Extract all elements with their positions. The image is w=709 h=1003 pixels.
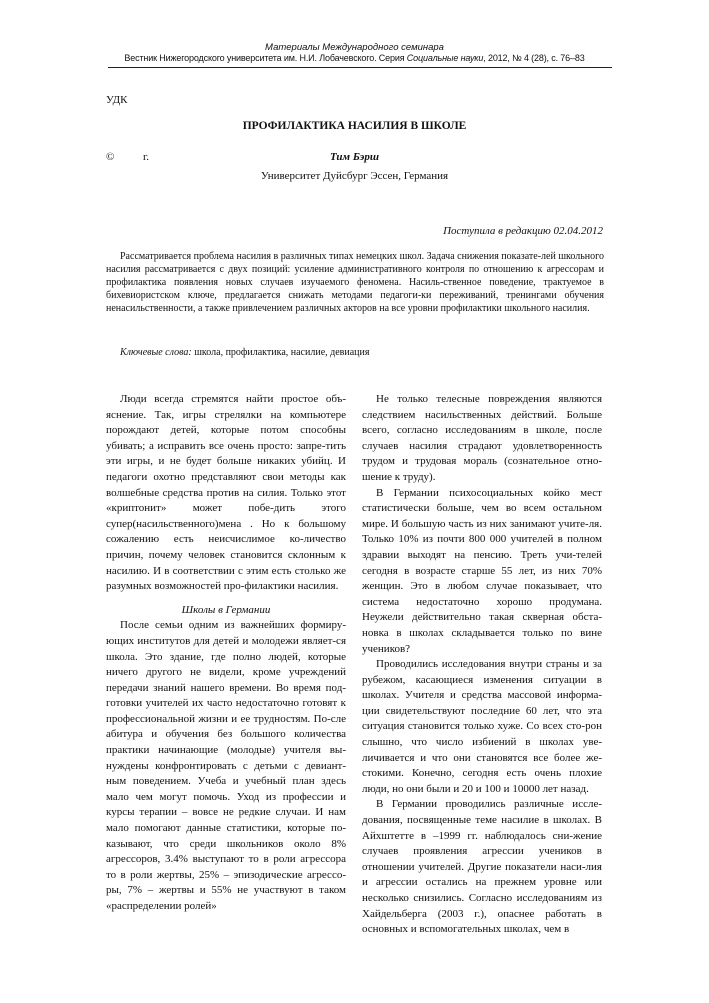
copyright-year: г. bbox=[143, 151, 150, 163]
running-header-seminar: Материалы Международного семинара bbox=[265, 42, 444, 53]
journal-series: Социальные науки bbox=[406, 53, 484, 63]
article-title: ПРОФИЛАКТИКА НАСИЛИЯ В ШКОЛЕ bbox=[242, 120, 467, 132]
author-affiliation: Университет Дуйсбург Эссен, Германия bbox=[260, 170, 449, 182]
abstract: Рассматривается проблема насилия в различных типах немецких школ. Задача снижения показате-лей школьного насилия рассматривается с двух позиций: усиление административного контроля по отношению к агрессорам и профилактика появления новых случаев изучаемого феномена. Насиль-ственное поведение, трактуемое в бихевиористском ключе, предлагается снижать методами педагоги-ки переживаний, тренингами обучения ненасильственности, а также привлечением различных акторов на все уровни профилактики школьного насилия. bbox=[106, 251, 605, 315]
author-name: Тим Бэрш bbox=[329, 151, 380, 163]
paragraph: Люди всегда стремятся найти простое объ-яснение. Так, игры стрелялки на компьютере порождают детей, которые потом способны убивать; а исправить все очень просто: запре-тить эти игры, и не будет больше никаких убийц. И педагоги охотно представляют свои методы как волшебные средства против на силия. Только этот «криптонит» может побе-дить этого супер(насильственного)мена . Но к большому сожалению есть неисчислимое ко-личество причин, почему человек становится склонным к насилию. И в соответствии с этим есть столько же разумных возможностей про-филактики насилия. bbox=[106, 393, 346, 593]
left-column bbox=[106, 392, 346, 915]
paragraph: В Германии психосоциальных койко мест статистически больше, чем во всем остальном мире. И большую часть из них занимают учите-ля. Только 10% из почти 800 000 учителей в полном здравии выходят на пенсию. Треть учи-телей сегодня в возрасте старше 55 лет, из них 70% женщин. Это в любом случае показывает, что система недостаточно хорошо продумана. Неужели действительно такая скверная обста-новка в школах складывается только по вине учеников? bbox=[362, 486, 602, 655]
running-header-journal bbox=[0, 53, 709, 63]
section-heading: Школы в Германии bbox=[181, 603, 271, 616]
paragraph: Не только телесные повреждения являются следствием насильственных действий. Больше всего, согласно исследованиям в школе, после случаев насилия страдают удовлетворенность трудом и трудовая мораль (сознательное отно-шение к труду). bbox=[362, 393, 602, 483]
copyright-symbol: © bbox=[106, 151, 115, 163]
right-column bbox=[362, 392, 602, 938]
paragraph: В Германии проводились различные иссле-дования, посвященные теме насилие в школах. В Айхштетте в –1999 гг. наблюдалось сни-жение случаев проявления агрессии учеников в отношении учителей. Другие показатели наси-лия и агрессии остались на прежнем уровне или несколько снизились. Согласно исследованиям из Хайдельберга (2003 г.), опаснее работать в основных и вспомогательных школах, чем в bbox=[362, 798, 602, 936]
journal-name: Вестник Нижегородского университета им. Н.И. Лобачевского. Серия bbox=[124, 53, 407, 63]
received-date: Поступила в редакцию 02.04.2012 bbox=[443, 225, 603, 237]
paragraph: После семьи одним из важнейших формиру-ющих институтов для детей и молодежи являет-ся школа. Это здание, где полно людей, которые ничего другого не видели, кроме учреждений передачи знаний нашего времени. Во время под-готовки учителей их часто недостаточно готовят к профессиональной жизни и ее трудностям. По-сле абитура и обучения без большого количества практики начинающие (молодые) учителя вы-нуждены конфронтировать с детьми с девиант-ным поведением. Учеба и учебный план здесь мало чем могут помочь. Уход из профессии и курсы терапии – вовсе не редкие случаи. И нам мало помогают данные статистики, которые по-казывают, что среди школьников около 8% агрессоров, 3.4% выступают то в роли агрессора то в роли жертвы, 25% – эпизодические агрессо-ры, 7% – жертвы и 55% не участвуют в таком «распределении ролей» bbox=[106, 619, 346, 912]
journal-issue: , 2012, № 4 (28), с. 76–83 bbox=[483, 53, 585, 63]
udk-label: УДК bbox=[106, 94, 128, 106]
paragraph: Проводились исследования внутри страны и за рубежом, касающиеся изменения ситуации в школах. Учителя и средства массовой информа-ции свидетельствуют последние 60 лет, что эта ситуация становится только хуже. Со всех сто-рон слышно, что число избиений в школах уве-личивается и что они становятся все более же-стокими. Конечно, сегодня есть очень плохие люди, но они были и 20 и 100 и 10000 лет назад. bbox=[362, 658, 602, 795]
header-rule bbox=[108, 67, 612, 68]
keywords bbox=[120, 347, 369, 358]
keywords-label: Ключевые слова: bbox=[120, 347, 192, 358]
keywords-list: школа, профилактика, насилие, девиация bbox=[191, 347, 370, 358]
